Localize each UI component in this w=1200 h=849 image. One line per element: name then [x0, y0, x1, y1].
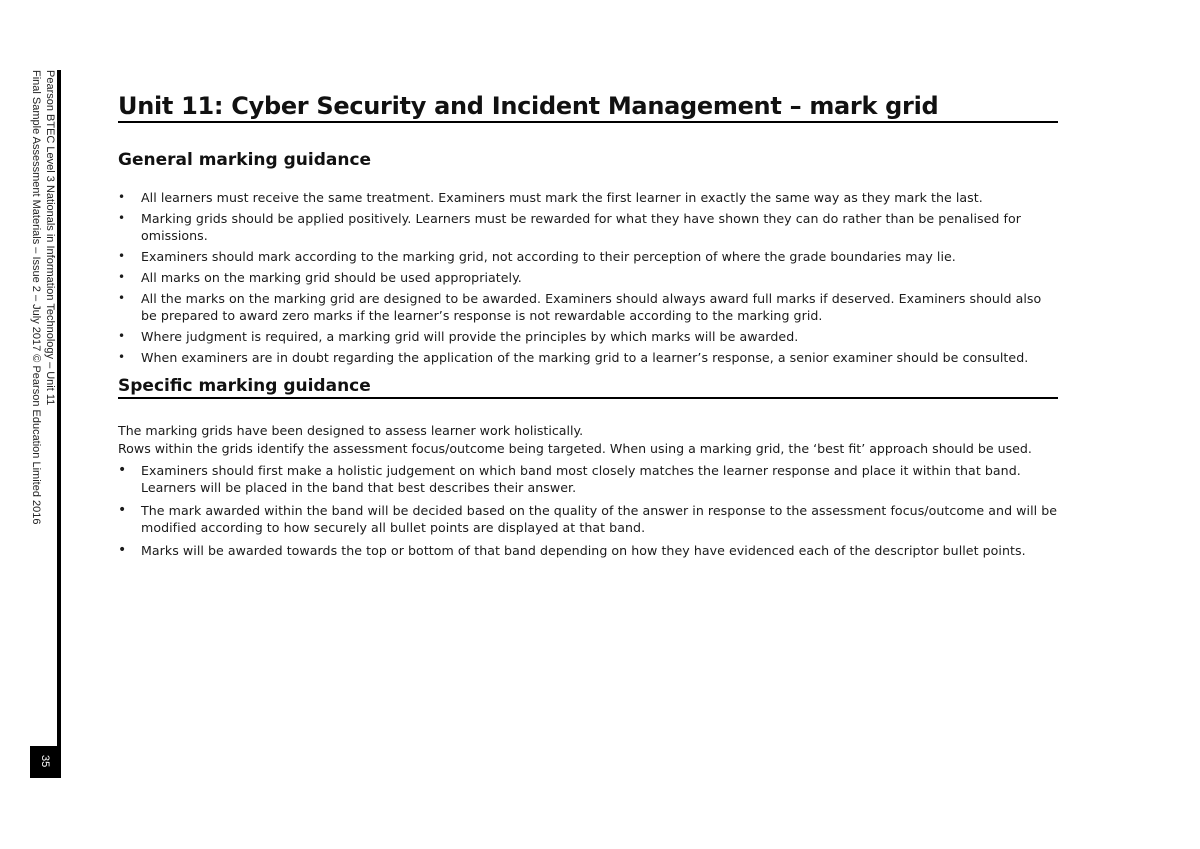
list-item: • Examiners should first make a holistic judgement on which band most closely matches the learner response and place it within that band. Learners will be placed in the band that best describes their answer. — [118, 462, 1058, 496]
list-item: • Marking grids should be applied positively. Learners must be rewarded for what they have shown they can do rather than be penalised for omissions. — [118, 210, 1058, 244]
list-item: • All learners must receive the same treatment. Examiners must mark the first learner in exactly the same way as they mark the last. — [118, 189, 1058, 206]
general-bullet-list — [118, 189, 1058, 366]
specific-bullet-list — [118, 462, 1058, 559]
page-number: 35 — [39, 755, 51, 768]
list-item: • All marks on the marking grid should be used appropriately. — [118, 269, 1058, 286]
sidebar-footer — [28, 70, 68, 770]
list-item: • The mark awarded within the band will be decided based on the quality of the answer in response to the assessment focus/outcome and will be modified according to how securely all bullet points are displayed at that band. — [118, 502, 1058, 536]
document-content — [118, 92, 1058, 565]
page-title: Unit 11: Cyber Security and Incident Management – mark grid — [118, 92, 1058, 123]
specific-paragraph-2: Rows within the grids identify the assessment focus/outcome being targeted. When using a marking grid, the ‘best fit’ approach should be used. — [118, 441, 1032, 456]
sidebar-line-1: Pearson BTEC Level 3 Nationals in Information Technology – Unit 11 — [44, 70, 56, 406]
list-item: • Marks will be awarded towards the top or bottom of that band depending on how they have evidenced each of the descriptor bullet points. — [118, 542, 1058, 559]
general-heading: General marking guidance — [118, 150, 372, 170]
list-item: • Where judgment is required, a marking grid will provide the principles by which marks will be awarded. — [118, 328, 1058, 345]
list-item: • All the marks on the marking grid are designed to be awarded. Examiners should always award full marks if deserved. Examiners should also be prepared to award zero marks if the learner’s response is not rewardable according to the marking grid. — [118, 290, 1058, 324]
specific-paragraph-1: The marking grids have been designed to assess learner work holistically. — [118, 423, 584, 438]
list-item: • Examiners should mark according to the marking grid, not according to their perception of where the grade boundaries may lie. — [118, 248, 1058, 265]
page-number-box — [30, 746, 60, 778]
list-item: • When examiners are in doubt regarding the application of the marking grid to a learner’s response, a senior examiner should be consulted. — [118, 349, 1058, 366]
specific-heading: Specific marking guidance — [118, 376, 1058, 399]
sidebar-line-2: Final Sample Assessment Materials – Issue 2 – July 2017 © Pearson Education Limited 2016 — [30, 70, 42, 525]
